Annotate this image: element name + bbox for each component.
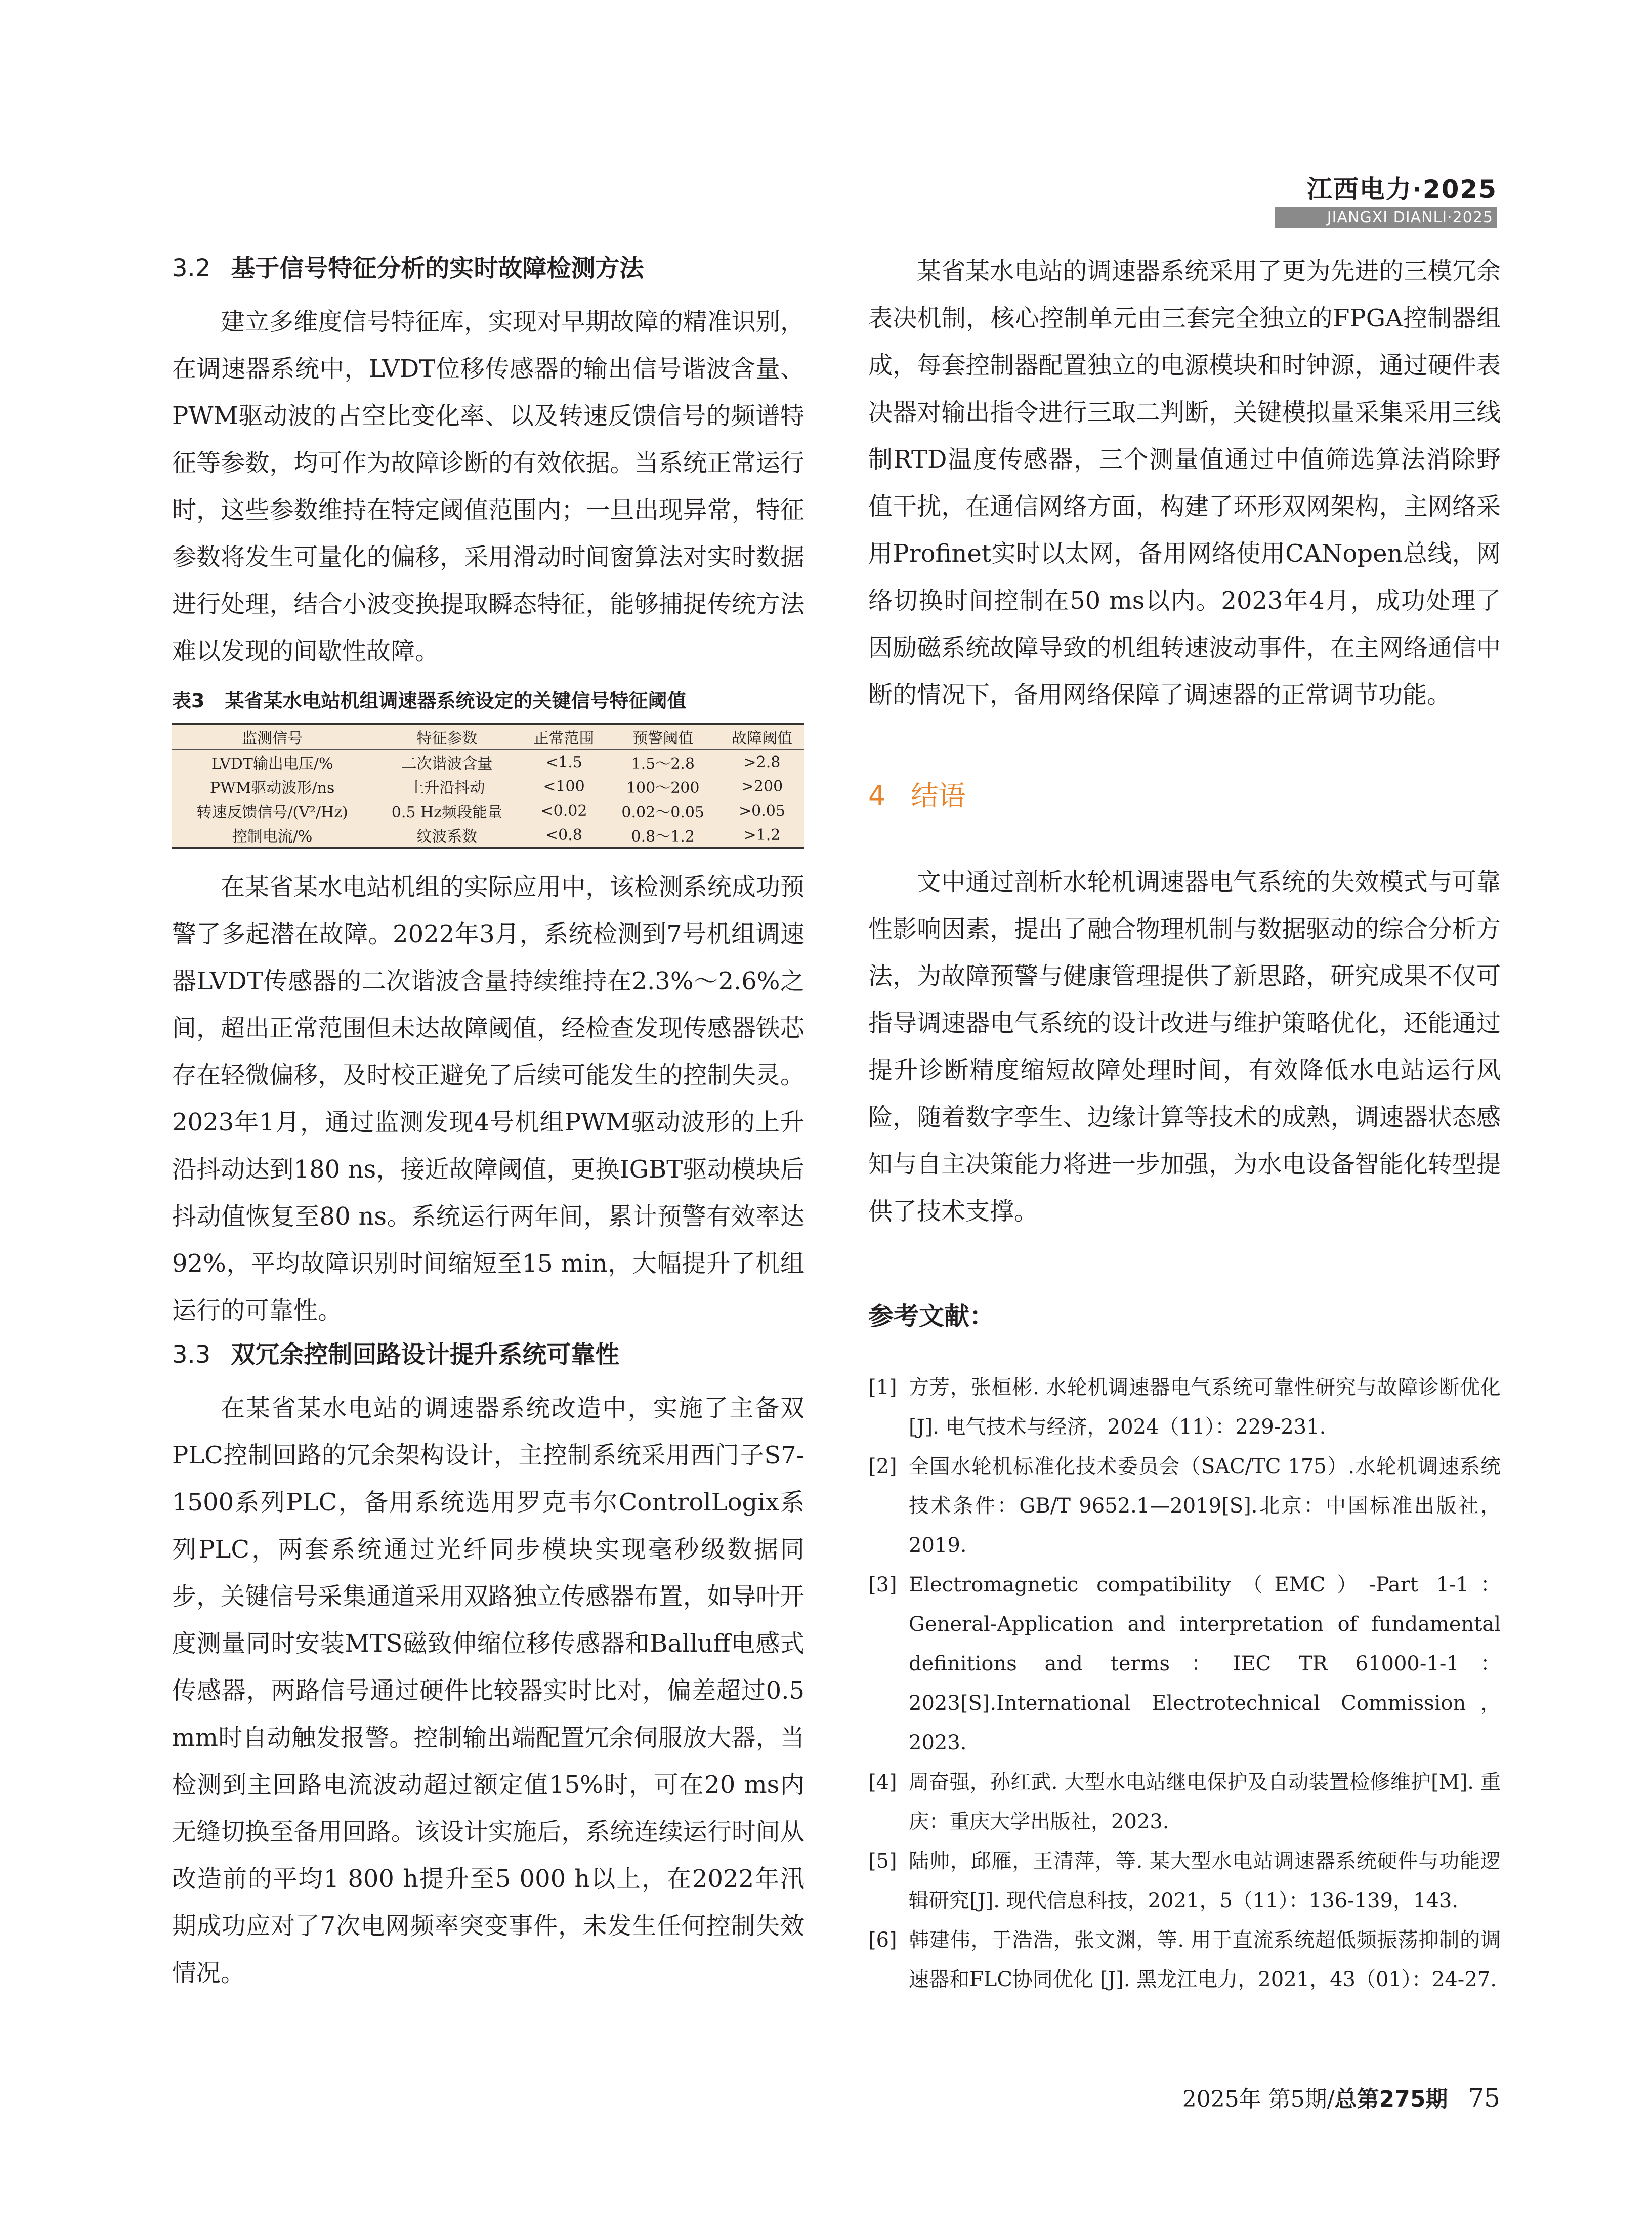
table-cell: >2.8 [743,753,781,771]
table-cell: 0.8～1.2 [631,828,695,846]
reference-item [868,1920,1501,1999]
threshold-table [172,723,804,849]
table-cell: 0.02～0.05 [621,804,705,821]
paragraph: 建立多维度信号特征库，实现对早期故障的精准识别，在调速器系统中，LVDT位移传感器的输出信号谐波含量、PWM驱动波的占空比变化率、以及转速反馈信号的频谱特征等参数，均可作为故障诊断的有效依据。当系统正常运行时，这些参数维持在特定阈值范围内；一旦出现异常，特征参数将发生可量化的偏移，采用滑动时间窗算法对实时数据进行处理，结合小波变换提取瞬态特征，能够捕捉传统方法难以发现的间歇性故障。 [172,308,804,665]
section-4-heading [868,774,1501,813]
table-cell: <0.02 [540,802,587,820]
table-header-cell: 监测信号 [172,724,372,750]
table-cell: 控制电流/% [232,828,313,846]
table-cell: 100～200 [626,779,700,797]
reference-item [868,1447,1501,1565]
section-title: 双冗余控制回路设计提升系统可靠性 [231,1340,620,1369]
table-cell: 0.5 Hz频段能量 [391,804,502,821]
issue-label: 2025年 第5期/ [1182,2086,1335,2112]
section-title: 基于信号特征分析的实时故障检测方法 [231,254,644,282]
reference-number: [4] [868,1771,897,1794]
reference-text: Electromagnetic compatibility（EMC）-Part 1-1：General-Application and interpretation of fundamental definitions and terms：IEC TR 61000-1-1：2023[S].International Electrotechnical Commission，2023. [909,1573,1501,1754]
table-cell: 纹波系数 [416,828,478,846]
reference-item [868,1368,1501,1447]
reference-number: [5] [868,1850,897,1873]
table-header-cell: 正常范围 [521,724,606,750]
table-header-cell: 故障阈值 [719,724,804,750]
table-header-cell: 特征参数 [372,724,521,750]
table-row [172,799,804,823]
table-header-cell: 预警阈值 [606,724,719,750]
reference-number: [6] [868,1928,897,1952]
table-cell: 二次谐波含量 [401,755,493,773]
section-3-3-heading [172,1334,804,1375]
paragraph: 在某省某水电站机组的实际应用中，该检测系统成功预警了多起潜在故障。2022年3月，系统检测到7号机组调速器LVDT传感器的二次谐波含量持续维持在2.3%～2.6%之间，超出正常范围但未达故障阈值，经检查发现传感器铁芯存在轻微偏移，及时校正避免了后续可能发生的控制失灵。2023年1月，通过监测发现4号机组PWM驱动波形的上升沿抖动达到180 ns，接近故障阈值，更换IGBT驱动模块后抖动值恢复至80 ns。系统运行两年间，累计预警有效率达92%，平均故障识别时间缩短至15 min，大幅提升了机组运行的可靠性。 [172,873,804,1325]
section-3-2-heading [172,248,804,288]
paragraph: 在某省某水电站的调速器系统改造中，实施了主备双PLC控制回路的冗余架构设计，主控制系统采用西门子S7-1500系列PLC，备用系统选用罗克韦尔ControlLogix系列PLC，两套系统通过光纤同步模块实现毫秒级数据同步，关键信号采集通道采用双路独立传感器布置，如导叶开度测量同时安装MTS磁致伸缩位移传感器和Balluff电感式传感器，两路信号通过硬件比较器实时比对，偏差超过0.5 mm时自动触发报警。控制输出端配置冗余伺服放大器，当检测到主回路电流波动超过额定值15%时，可在20 ms内无缝切换至备用回路。该设计实施后，系统连续运行时间从改造前的平均1 800 h提升至5 000 h以上，在2022年汛期成功应对了7次电网频率突变事件，未发生任何控制失效情况。 [172,1394,804,1987]
reference-item [868,1565,1501,1762]
table-row [172,749,804,774]
paragraph: 某省某水电站的调速器系统采用了更为先进的三模冗余表决机制，核心控制单元由三套完全独立的FPGA控制器组成，每套控制器配置独立的电源模块和时钟源，通过硬件表决器对输出指令进行三取二判断，关键模拟量采集采用三线制RTD温度传感器，三个测量值通过中值筛选算法消除野值干扰，在通信网络方面，构建了环形双网架构，主网络采用Profinet实时以太网，备用网络使用CANopen总线，网络切换时间控制在50 ms以内。2023年4月，成功处理了因励磁系统故障导致的机组转速波动事件，在主网络通信中断的情况下，备用网络保障了调速器的正常调节功能。 [868,257,1501,709]
table-cell: <0.8 [545,826,582,844]
journal-title: 江西电力·2025 [1306,175,1497,204]
table-cell: 1.5～2.8 [631,755,695,773]
page-number: 75 [1468,2083,1500,2113]
section-number: 3.2 [172,254,211,282]
section-title: 结语 [911,780,966,812]
section-number: 4 [868,780,886,812]
reference-number: [1] [868,1376,897,1399]
total-issue-label: 总第275期 [1334,2086,1448,2112]
left-column [172,248,804,1997]
paragraph: 文中通过剖析水轮机调速器电气系统的失效模式与可靠性影响因素，提出了融合物理机制与数据驱动的综合分析方法，为故障预警与健康管理提供了新思路，研究成果不仅可指导调速器电气系统的设计改进与维护策略优化，还能通过提升诊断精度缩短故障处理时间，有效降低水电站运行风险，随着数字孪生、边缘计算等技术的成熟，调速器状态感知与自主决策能力将进一步加强，为水电设备智能化转型提供了技术支撑。 [868,868,1501,1226]
reference-number: [3] [868,1573,897,1597]
reference-text: 周奋强，孙红武. 大型水电站继电保护及自动装置检修维护[M]. 重庆：重庆大学出版社，2023. [909,1771,1501,1833]
table-header-row [172,724,804,750]
reference-item [868,1841,1501,1920]
reference-text: 方芳，张桓彬. 水轮机调速器电气系统可靠性研究与故障诊断优化[J]. 电气技术与经济，2024（11）：229-231. [909,1376,1501,1439]
table-row [172,774,804,799]
reference-text: 韩建伟，于浩浩，张文渊，等. 用于直流系统超低频振荡抑制的调速器和FLC协同优化 [J]. 黑龙江电力，2021，43（01）：24-27. [909,1928,1501,1991]
table-cell: PWM驱动波形/ns [209,779,335,797]
table-cell: LVDT输出电压/% [211,755,333,773]
table-cell: 转速反馈信号/(V²/Hz) [196,804,348,821]
page-footer [1182,2081,1500,2113]
table-row [172,823,804,848]
table-cell: >1.2 [743,826,781,844]
table-caption [172,685,804,713]
references-heading: 参考文献： [868,1301,995,1331]
journal-subtitle: JIANGXI DIANLI·2025 [1275,207,1497,228]
table-cell: <100 [543,777,585,795]
table-cell: >0.05 [739,802,785,820]
table-cell: >200 [741,777,783,795]
reference-number: [2] [868,1455,897,1478]
table-title: 某省某水电站机组调速器系统设定的关键信号特征阈值 [225,690,687,712]
table-cell: <1.5 [545,753,582,771]
reference-text: 全国水轮机标准化技术委员会（SAC/TC 175）.水轮机调速系统技术条件：GB/T 9652.1—2019[S].北京：中国标准出版社，2019. [909,1455,1501,1557]
reference-text: 陆帅，邱雁，王清萍，等. 某大型水电站调速器系统硬件与功能逻辑研究[J]. 现代信息科技，2021，5（11）：136-139，143. [909,1850,1501,1912]
section-number: 3.3 [172,1340,211,1369]
right-column [868,248,1501,1999]
table-cell: 上升沿抖动 [409,779,485,797]
reference-item [868,1762,1501,1841]
table-number: 表3 [172,690,205,712]
